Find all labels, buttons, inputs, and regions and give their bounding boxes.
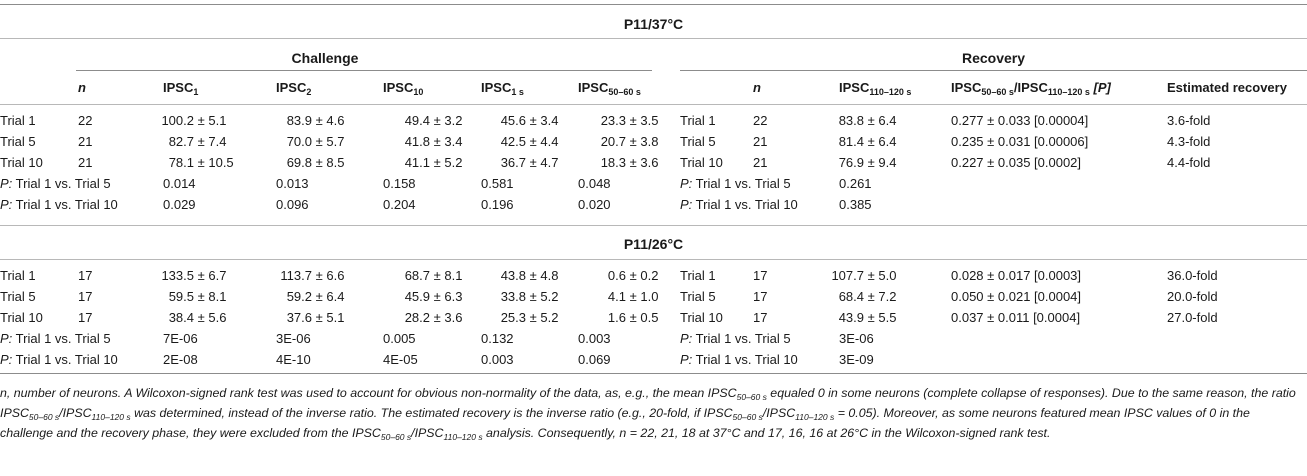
table-cell-ipsc1: 7E-06 xyxy=(163,331,198,346)
section-rule-2 xyxy=(0,259,1307,260)
table-cell-ipsc1s: 42.5 ± 4.4 xyxy=(500,134,559,149)
recovery-row-label: Trial 5 xyxy=(680,134,716,149)
table-cell-ipsc2: 113.7 ± 6.6 xyxy=(280,268,345,283)
table-cell-n: 21 xyxy=(78,155,93,170)
table-cell-n: 21 xyxy=(78,134,93,149)
challenge-underline xyxy=(76,70,652,71)
bottom-rule xyxy=(0,373,1307,374)
table-cell-ipsc10: 28.2 ± 3.6 xyxy=(404,310,463,325)
section-title-37c: P11/37°C xyxy=(623,16,684,32)
recovery-row-label: P: Trial 1 vs. Trial 10 xyxy=(680,197,798,212)
header-ipsc1s: $IPSC_{1 s}$ xyxy=(481,80,524,97)
table-cell-ipsc1: 133.5 ± 6.7 xyxy=(161,268,227,283)
recovery-row-label: Trial 1 xyxy=(680,113,716,128)
table-cell-ipsc1s: 0.003 xyxy=(481,352,514,367)
table-cell-n: 17 xyxy=(78,268,93,283)
table-cell-ipsc5060: 18.3 ± 3.6 xyxy=(600,155,659,170)
group-title-recovery: Recovery xyxy=(961,50,1026,66)
recovery-underline xyxy=(680,70,1307,71)
table-cell-r-ipsc: 83.8 ± 6.4 xyxy=(838,113,897,128)
recovery-row-label: P: Trial 1 vs. Trial 5 xyxy=(680,176,791,191)
table-cell-ipsc10: 45.9 ± 6.3 xyxy=(404,289,463,304)
recovery-row-label: Trial 10 xyxy=(680,310,723,325)
table-cell-ipsc10: 41.8 ± 3.4 xyxy=(404,134,463,149)
table-cell-ipsc5060: 0.069 xyxy=(578,352,611,367)
header-recovery-n: n xyxy=(753,80,761,95)
row-label: Trial 5 xyxy=(0,134,36,149)
table-cell-ipsc1: 82.7 ± 7.4 xyxy=(168,134,227,149)
table-cell-ipsc10: 0.158 xyxy=(383,176,416,191)
table-cell-ipsc1s: 0.132 xyxy=(481,331,514,346)
table-cell-r-est: 20.0-fold xyxy=(1167,289,1218,304)
row-label: P: Trial 1 vs. Trial 10 xyxy=(0,352,118,367)
table-cell-ipsc1: 59.5 ± 8.1 xyxy=(168,289,227,304)
table-cell-ipsc1: 100.2 ± 5.1 xyxy=(161,113,227,128)
row-label: Trial 1 xyxy=(0,113,36,128)
table-cell-r-n: 17 xyxy=(753,268,768,283)
table-cell-ipsc5060: 4.1 ± 1.0 xyxy=(607,289,659,304)
row-label: Trial 1 xyxy=(0,268,36,283)
table-cell-r-n: 21 xyxy=(753,134,768,149)
table-cell-ipsc5060: 0.6 ± 0.2 xyxy=(607,268,659,283)
table-cell-ipsc1s: 45.6 ± 3.4 xyxy=(500,113,559,128)
table-cell-r-ipsc: 76.9 ± 9.4 xyxy=(838,155,897,170)
table-cell-r-ratio: 0.227 ± 0.035 [0.0002] xyxy=(951,155,1082,170)
table-cell-ipsc1s: 43.8 ± 4.8 xyxy=(500,268,559,283)
header-ratio: $IPSC_{50-60 s}/IPSC_{110-120 s}$ [P] xyxy=(951,80,1111,97)
table-cell-ipsc2: 0.013 xyxy=(276,176,309,191)
table-cell-r-ipsc: 0.385 xyxy=(839,197,872,212)
table-cell-ipsc5060: 20.7 ± 3.8 xyxy=(600,134,659,149)
table-cell-n: 22 xyxy=(78,113,93,128)
table-cell-r-ratio: 0.235 ± 0.031 [0.00006] xyxy=(951,134,1089,149)
table-cell-r-est: 4.4-fold xyxy=(1167,155,1211,170)
table-cell-r-ipsc: 43.9 ± 5.5 xyxy=(838,310,897,325)
recovery-row-label: Trial 1 xyxy=(680,268,716,283)
table-cell-ipsc5060: 23.3 ± 3.5 xyxy=(600,113,659,128)
table-cell-ipsc1s: 0.581 xyxy=(481,176,514,191)
group-title-challenge: Challenge xyxy=(291,50,359,66)
table-cell-ipsc10: 0.204 xyxy=(383,197,416,212)
table-cell-ipsc1s: 33.8 ± 5.2 xyxy=(500,289,559,304)
table-cell-r-ratio: 0.028 ± 0.017 [0.0003] xyxy=(951,268,1082,283)
header-ipsc2: $IPSC_2$ xyxy=(276,80,312,97)
table-cell-r-ipsc: 68.4 ± 7.2 xyxy=(838,289,897,304)
table-cell-r-est: 36.0-fold xyxy=(1167,268,1218,283)
table-cell-ipsc5060: 0.048 xyxy=(578,176,611,191)
recovery-row-label: P: Trial 1 vs. Trial 5 xyxy=(680,331,791,346)
header-rule xyxy=(0,104,1307,105)
table-cell-r-ratio: 0.050 ± 0.021 [0.0004] xyxy=(951,289,1082,304)
table-cell-ipsc2: 37.6 ± 5.1 xyxy=(286,310,345,325)
table-cell-r-ratio: 0.037 ± 0.011 [0.0004] xyxy=(951,310,1081,325)
table-cell-ipsc10: 49.4 ± 3.2 xyxy=(404,113,463,128)
table-cell-ipsc1: 2E-08 xyxy=(163,352,198,367)
table-cell-ipsc2: 83.9 ± 4.6 xyxy=(286,113,345,128)
table-cell-r-ipsc: 3E-06 xyxy=(839,331,874,346)
top-rule xyxy=(0,4,1307,5)
header-ipsc5060: $IPSC_{50-60 s}$ xyxy=(578,80,641,97)
section-rule xyxy=(0,38,1307,39)
table-cell-ipsc1: 0.014 xyxy=(163,176,196,191)
row-label: P: Trial 1 vs. Trial 10 xyxy=(0,197,118,212)
row-label: P: Trial 1 vs. Trial 5 xyxy=(0,331,111,346)
table-cell-r-ipsc: 0.261 xyxy=(839,176,872,191)
table-cell-ipsc10: 68.7 ± 8.1 xyxy=(404,268,463,283)
table-cell-ipsc2: 70.0 ± 5.7 xyxy=(286,134,345,149)
table-cell-ipsc1s: 36.7 ± 4.7 xyxy=(500,155,559,170)
table-cell-r-ipsc: 81.4 ± 6.4 xyxy=(838,134,897,149)
table-cell-r-n: 22 xyxy=(753,113,768,128)
row-label: Trial 10 xyxy=(0,310,43,325)
table-cell-ipsc2: 3E-06 xyxy=(276,331,311,346)
table-cell-n: 17 xyxy=(78,289,93,304)
row-label: Trial 10 xyxy=(0,155,43,170)
table-cell-ipsc5060: 1.6 ± 0.5 xyxy=(607,310,659,325)
section-title-26c: P11/26°C xyxy=(623,236,684,252)
table-cell-r-ipsc: 107.7 ± 5.0 xyxy=(831,268,897,283)
table-cell-ipsc1: 0.029 xyxy=(163,197,196,212)
table-cell-n: 17 xyxy=(78,310,93,325)
table-cell-ipsc10: 4E-05 xyxy=(383,352,418,367)
table-cell-ipsc2: 59.2 ± 6.4 xyxy=(286,289,345,304)
table-cell-r-est: 3.6-fold xyxy=(1167,113,1211,128)
table-cell-r-n: 17 xyxy=(753,289,768,304)
header-ipsc10: $IPSC_{10}$ xyxy=(383,80,424,97)
row-label: P: Trial 1 vs. Trial 5 xyxy=(0,176,111,191)
section-divider xyxy=(0,225,1307,226)
table-cell-r-n: 21 xyxy=(753,155,768,170)
recovery-row-label: P: Trial 1 vs. Trial 10 xyxy=(680,352,798,367)
row-label: Trial 5 xyxy=(0,289,36,304)
header-estimated-recovery: Estimated recovery xyxy=(1167,80,1287,95)
table-cell-r-ratio: 0.277 ± 0.033 [0.00004] xyxy=(951,113,1089,128)
table-cell-r-est: 27.0-fold xyxy=(1167,310,1218,325)
table-cell-r-est: 4.3-fold xyxy=(1167,134,1211,149)
recovery-row-label: Trial 5 xyxy=(680,289,716,304)
header-n: n xyxy=(78,80,86,95)
recovery-row-label: Trial 10 xyxy=(680,155,723,170)
table-cell-ipsc1: 38.4 ± 5.6 xyxy=(168,310,227,325)
table-cell-ipsc2: 69.8 ± 8.5 xyxy=(286,155,345,170)
header-ipsc110120: $IPSC_{110-120 s}$ xyxy=(839,80,912,97)
table-cell-ipsc5060: 0.003 xyxy=(578,331,611,346)
table-cell-ipsc2: 0.096 xyxy=(276,197,309,212)
header-ipsc1: $IPSC_1$ xyxy=(163,80,199,97)
table-cell-r-ipsc: 3E-09 xyxy=(839,352,874,367)
table-cell-ipsc2: 4E-10 xyxy=(276,352,311,367)
table-cell-ipsc5060: 0.020 xyxy=(578,197,611,212)
table-cell-ipsc10: 0.005 xyxy=(383,331,416,346)
table-cell-r-n: 17 xyxy=(753,310,768,325)
table-cell-ipsc1s: 25.3 ± 5.2 xyxy=(500,310,559,325)
table-cell-ipsc10: 41.1 ± 5.2 xyxy=(404,155,463,170)
table-footnote: n, number of neurons. A Wilcoxon-signed rank test was used to account for obvious non-normality of the data, as, e.g., the mean $IPSC_{50-60 s}$ equaled 0 in some neurons (complete collapse of responses). Due to the same reason, the ratio $IPSC_{50-60 s}/IPSC_{110-120 s}$ was determined, instead of the inverse ratio. The estimated recovery is the inverse ratio (e.g., 20-fold, if $IPSC_{50-60 s}/IPSC_{110-120 s} = 0.05$). Moreover, as some neurons featured mean IPSC values of 0 in the challenge and the recovery phase, they were excluded from the $IPSC_{50-60 s}/IPSC_{110-120 s}$ analysis. Consequently, n = 22, 21, 18 at 37°C and 17, 16, 16 at 26°C in the Wilcoxon-signed rank test. xyxy=(0,386,1296,442)
table-cell-ipsc1: 78.1 ± 10.5 xyxy=(168,155,234,170)
table-cell-ipsc1s: 0.196 xyxy=(481,197,514,212)
